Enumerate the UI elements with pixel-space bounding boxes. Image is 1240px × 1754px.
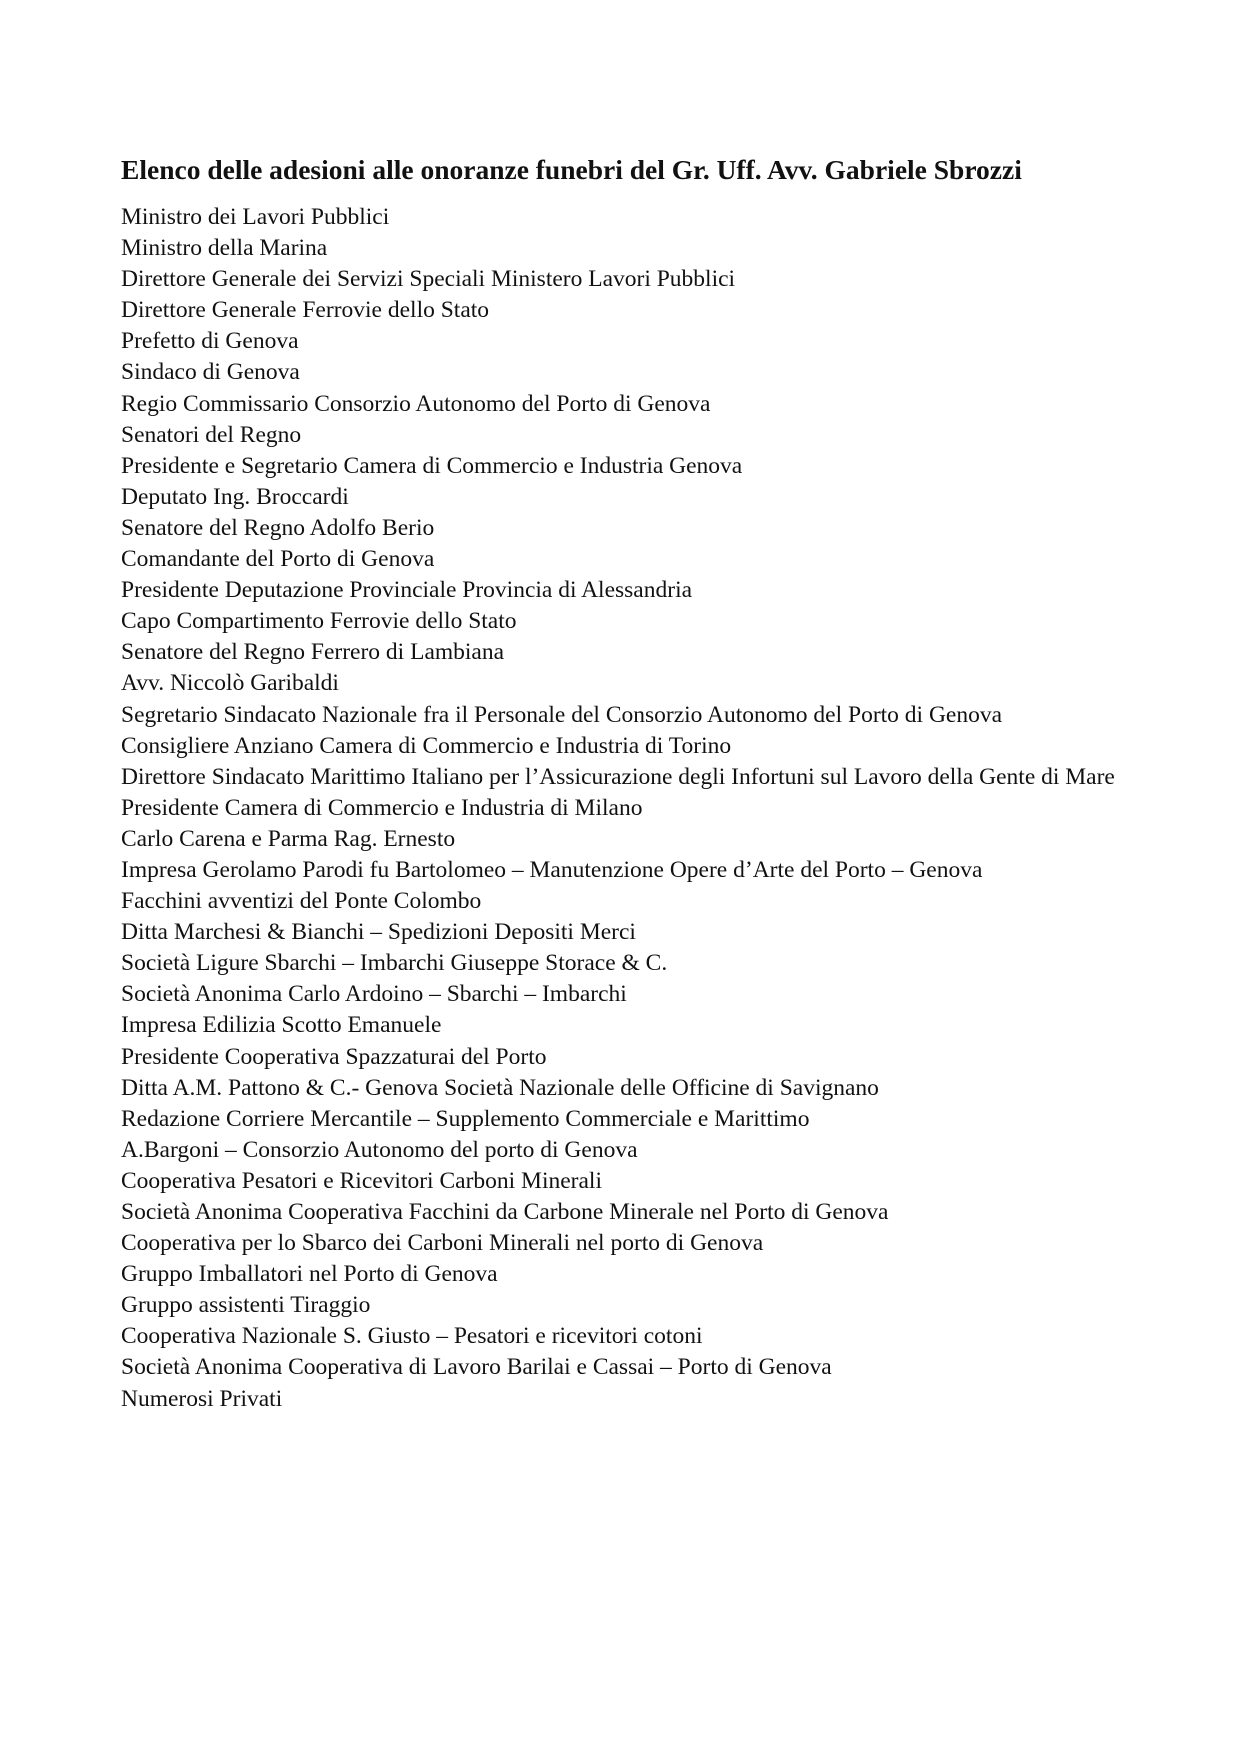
list-item: Prefetto di Genova xyxy=(121,328,299,355)
list-item: Numerosi Privati xyxy=(121,1385,283,1412)
list-item: Impresa Gerolamo Parodi fu Bartolomeo – Manutenzione Opere d’Arte del Porto – Genova xyxy=(121,856,983,883)
list-item: Senatore del Regno Adolfo Berio xyxy=(121,514,435,541)
list-item: Gruppo Imballatori nel Porto di Genova xyxy=(121,1261,498,1288)
list-item: Direttore Generale Ferrovie dello Stato xyxy=(121,297,490,324)
list-item: Gruppo assistenti Tiraggio xyxy=(121,1292,371,1319)
list-item: Comandante del Porto di Genova xyxy=(121,546,435,573)
list-item: Direttore Generale dei Servizi Speciali Ministero Lavori Pubblici xyxy=(121,266,736,293)
list-item: Cooperativa Pesatori e Ricevitori Carboni Minerali xyxy=(121,1167,602,1194)
list-item: Deputato Ing. Broccardi xyxy=(121,483,349,510)
list-item: Regio Commissario Consorzio Autonomo del Porto di Genova xyxy=(121,390,711,417)
list-item: Società Ligure Sbarchi – Imbarchi Giuseppe Storace & C. xyxy=(121,950,668,977)
list-item: Presidente e Segretario Camera di Commercio e Industria Genova xyxy=(121,452,743,479)
list-item: Senatore del Regno Ferrero di Lambiana xyxy=(121,639,505,666)
list-item: Facchini avventizi del Ponte Colombo xyxy=(121,888,482,915)
list-item: Ditta A.M. Pattono & C.- Genova Società Nazionale delle Officine di Savignano xyxy=(121,1074,879,1101)
list-item: Società Anonima Carlo Ardoino – Sbarchi – Imbarchi xyxy=(121,981,627,1008)
list-item: Presidente Deputazione Provinciale Provincia di Alessandria xyxy=(121,577,693,604)
list-item: Società Anonima Cooperativa di Lavoro Barilai e Cassai – Porto di Genova xyxy=(121,1354,832,1381)
list-item: Redazione Corriere Mercantile – Supplemento Commerciale e Marittimo xyxy=(121,1105,810,1132)
list-item: Impresa Edilizia Scotto Emanuele xyxy=(121,1012,442,1039)
list-item: Società Anonima Cooperativa Facchini da Carbone Minerale nel Porto di Genova xyxy=(121,1199,889,1225)
list-item: Ditta Marchesi & Bianchi – Spedizioni Depositi Merci xyxy=(121,919,636,946)
list-item: Ministro dei Lavori Pubblici xyxy=(121,204,390,230)
list-item: Segretario Sindacato Nazionale fra il Personale del Consorzio Autonomo del Porto di Genova xyxy=(121,701,1003,728)
adhesion-list xyxy=(121,202,1131,1415)
list-item: Ministro della Marina xyxy=(121,235,328,262)
list-item: Capo Compartimento Ferrovie dello Stato xyxy=(121,608,517,635)
list-item: A.Bargoni – Consorzio Autonomo del porto di Genova xyxy=(121,1136,638,1163)
list-item: Avv. Niccolò Garibaldi xyxy=(121,670,339,697)
list-item: Direttore Sindacato Marittimo Italiano per l’Assicurazione degli Infortuni sul Lavoro della Gente di Mare xyxy=(121,763,1115,790)
list-item: Consigliere Anziano Camera di Commercio e Industria di Torino xyxy=(121,732,732,759)
list-item: Carlo Carena e Parma Rag. Ernesto xyxy=(121,825,456,852)
list-item: Cooperativa per lo Sbarco dei Carboni Minerali nel porto di Genova xyxy=(121,1230,764,1257)
document-title: Elenco delle adesioni alle onoranze funebri del Gr. Uff. Avv. Gabriele Sbrozzi xyxy=(121,154,1022,185)
list-item: Sindaco di Genova xyxy=(121,359,300,386)
list-item: Presidente Cooperativa Spazzaturai del Porto xyxy=(121,1043,547,1070)
list-item: Senatori del Regno xyxy=(121,421,302,448)
list-item: Presidente Camera di Commercio e Industria di Milano xyxy=(121,794,643,821)
list-item: Cooperativa Nazionale S. Giusto – Pesatori e ricevitori cotoni xyxy=(121,1323,703,1350)
